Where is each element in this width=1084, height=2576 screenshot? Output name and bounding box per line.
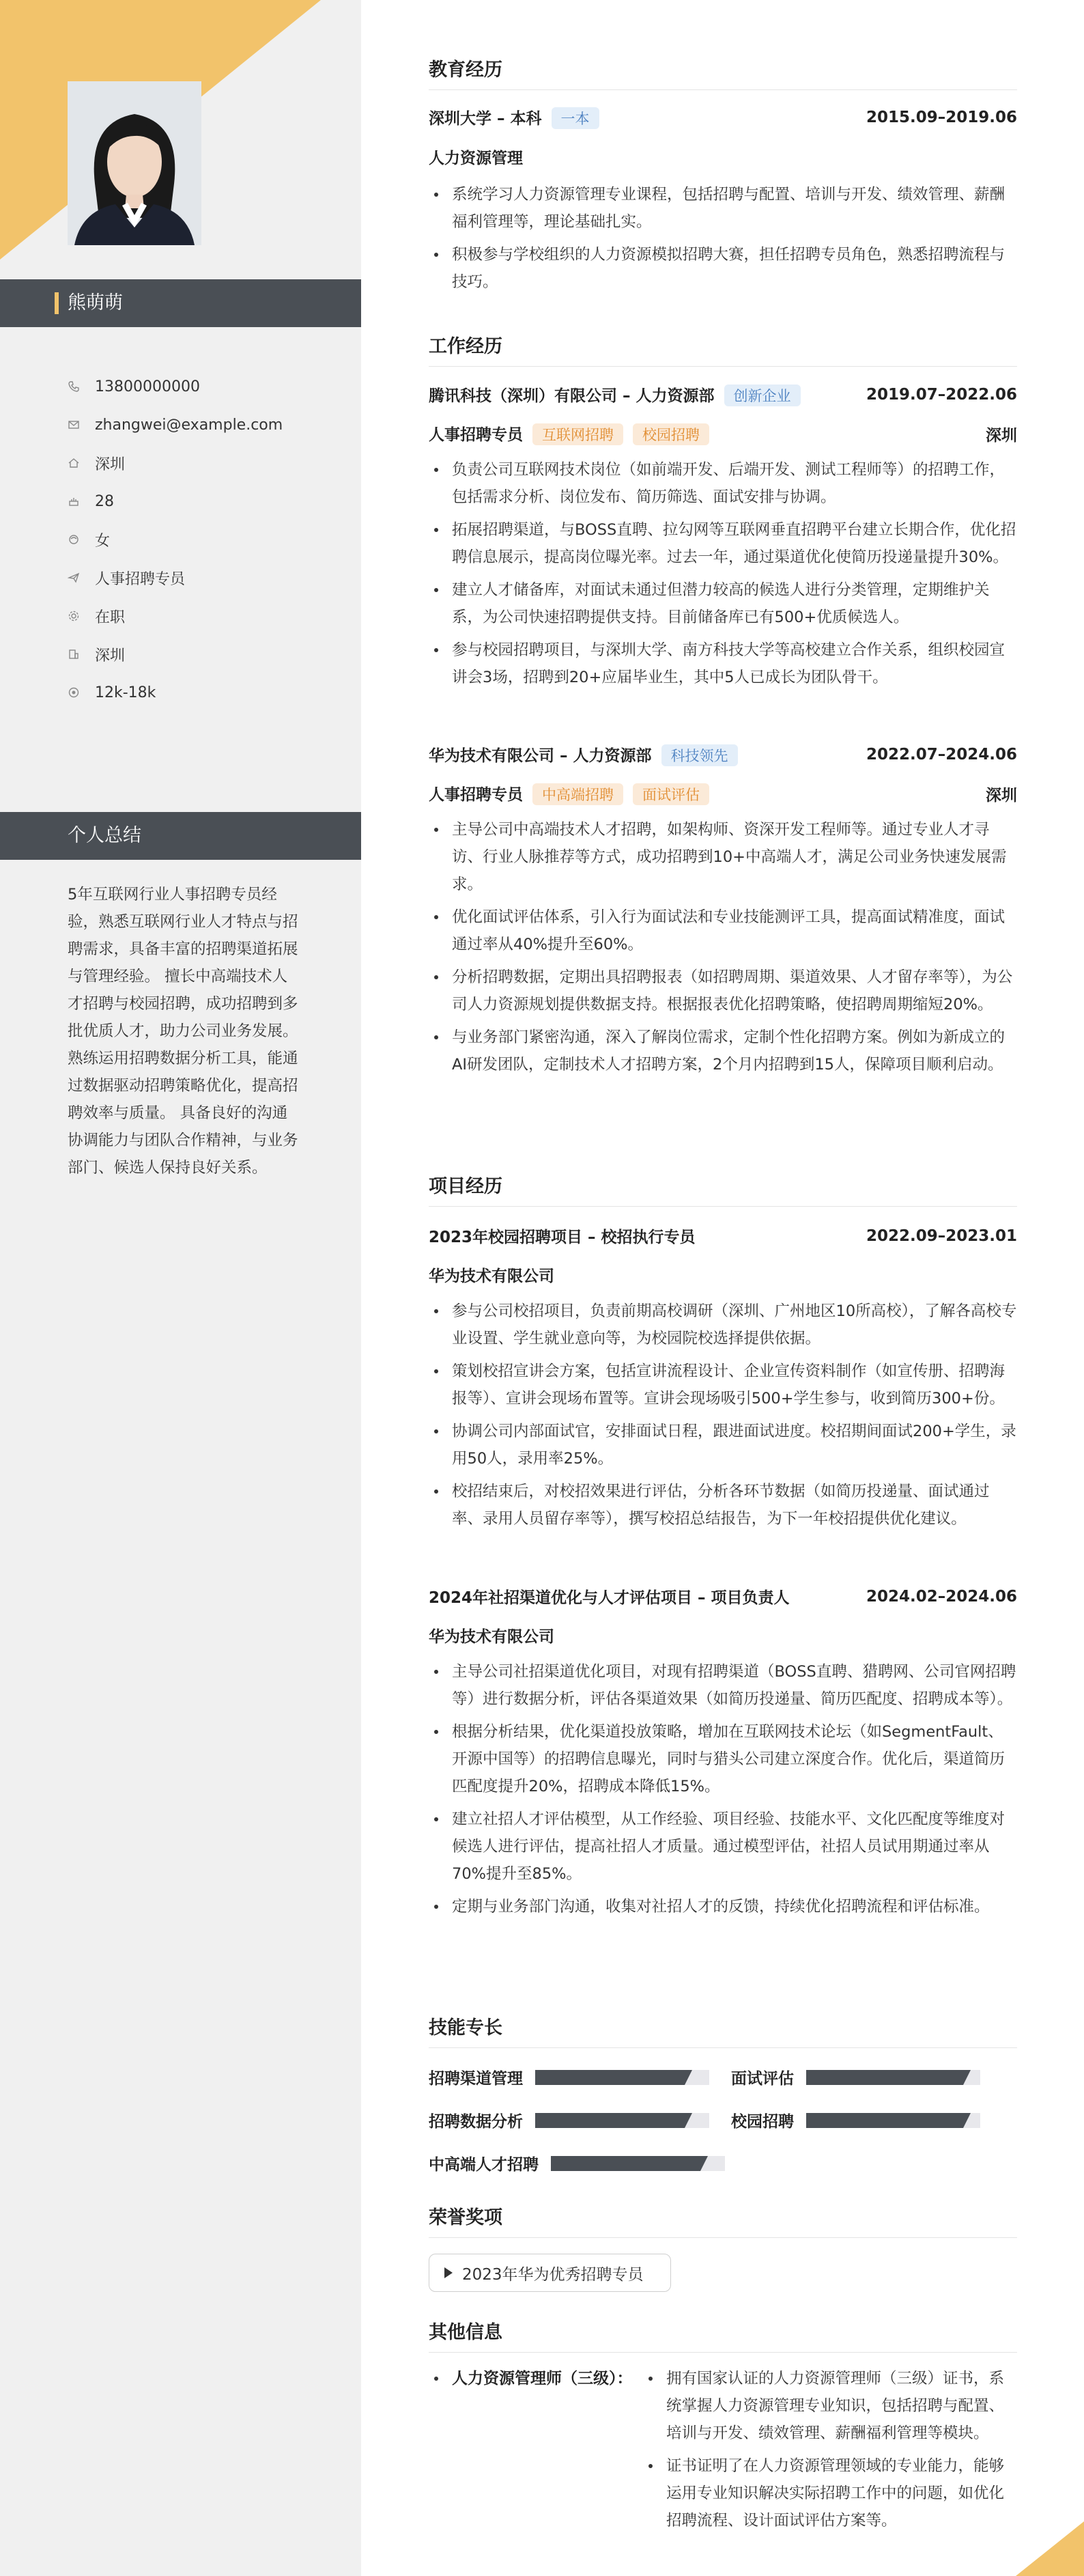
job-0-company-tag: 创新企业 xyxy=(724,384,801,406)
contact-position xyxy=(68,559,341,597)
phone-icon xyxy=(68,380,95,393)
job-1-company-wrap xyxy=(429,743,738,766)
projects-title: 项目经历 xyxy=(429,1171,1017,1207)
job-1-city: 深圳 xyxy=(986,786,1017,804)
job-1-header xyxy=(429,743,1017,766)
work-title: 工作经历 xyxy=(429,331,1017,367)
contact-status-value: 在职 xyxy=(95,608,126,626)
certificate-label: 人力资源管理师（三级）： xyxy=(429,2365,633,2392)
job-1-role: 人事招聘专员 xyxy=(429,786,523,804)
list-item: 主导公司中高端技术人才招聘，如架构师、资深开发工程师等。通过专业人才寻访、行业人脉推荐等方式，成功招聘到10+中高端人才，满足公司业务快速发展需求。 xyxy=(429,816,1017,898)
job-1-tag-0: 中高端招聘 xyxy=(532,783,623,805)
list-item: 负责公司互联网技术岗位（如前端开发、后端开发、测试工程师等）的招聘工作，包括需求分析、岗位发布、简历筛选、面试安排与协调。 xyxy=(429,456,1017,511)
list-item: 参与校园招聘项目，与深圳大学、南方科技大学等高校建立合作关系，组织校园宣讲会3场，招聘到20+应届毕业生，其中5人已成长为团队骨干。 xyxy=(429,636,1017,691)
job-1-date: 2022.07–2024.06 xyxy=(866,746,1017,764)
summary-text: 5年互联网行业人事招聘专员经验，熟悉互联网行业人才特点与招聘需求，具备丰富的招聘渠道拓展与管理经验。 擅长中高端技术人才招聘与校园招聘，成功招聘到多批优质人才，助力公司业务发展。 熟练运用招聘数据分析工具，能通过数据驱动招聘策略优化，提高招聘效率与质量。 具备良好的沟通协调能力与团队合作精神，与业务部门、候选人保持良好关系。 xyxy=(68,886,298,1177)
list-item: 根据分析结果，优化渠道投放策略，增加在互联网技术论坛（如SegmentFault、开源中国等）的招聘信息曝光，同时与猎头公司建立深度合作。优化后，渠道简历匹配度提升20%，招聘成本降低15%。 xyxy=(429,1718,1017,1800)
skill-label: 招聘数据分析 xyxy=(429,2113,523,2131)
sidebar xyxy=(0,0,361,2576)
contact-phone xyxy=(68,367,341,406)
salary-icon xyxy=(68,686,95,699)
contact-workcity-value: 深圳 xyxy=(95,647,126,664)
award-item[interactable] xyxy=(429,2254,671,2292)
education-major: 人力资源管理 xyxy=(429,150,523,167)
list-item: 分析招聘数据，定期出具招聘报表（如招聘周期、渠道效果、人才留存率等），为公司人力资源规划提供数据支持。根据报表优化招聘策略，使招聘周期缩短20%。 xyxy=(429,964,1017,1018)
skill-label: 中高端人才招聘 xyxy=(429,2156,539,2174)
job-1-tag-1: 面试评估 xyxy=(633,783,709,805)
list-item: 校招结束后，对校招效果进行评估，分析各环节数据（如简历投递量、面试通过率、录用人员留存率等），撰写校招总结报告，为下一年校招提供优化建议。 xyxy=(429,1478,1017,1532)
job-0-role-wrap xyxy=(429,422,709,445)
skill-label: 招聘渠道管理 xyxy=(429,2070,523,2088)
contact-status xyxy=(68,597,341,635)
job-1-company-tag: 科技领先 xyxy=(661,744,738,766)
skill-bar xyxy=(806,2070,980,2085)
contact-list xyxy=(68,367,341,712)
contact-city-value: 深圳 xyxy=(95,456,126,473)
contact-phone-value: 13800000000 xyxy=(95,378,200,395)
certificate-bullets xyxy=(643,2365,1017,2540)
skill-item xyxy=(731,2109,980,2131)
skill-bar xyxy=(806,2113,980,2128)
job-0-company: 腾讯科技（深圳）有限公司 – 人力资源部 xyxy=(429,387,715,405)
list-item: 建立社招人才评估模型，从工作经验、项目经验、技能水平、文化匹配度等维度对候选人进行评估，提高社招人才质量。通过模型评估，社招人员试用期通过率从70%提升至85%。 xyxy=(429,1806,1017,1888)
award-label: 2023年华为优秀招聘专员 xyxy=(462,2265,644,2284)
contact-age-value: 28 xyxy=(95,492,114,510)
education-major-row xyxy=(429,145,1017,168)
status-icon xyxy=(68,610,95,622)
contact-position-value: 人事招聘专员 xyxy=(95,570,186,588)
send-icon xyxy=(68,572,95,584)
other-title: 其他信息 xyxy=(429,2317,1017,2353)
project-1-bullets xyxy=(429,1658,1017,1926)
skill-bar xyxy=(535,2113,709,2128)
skill-bar-fill xyxy=(535,2070,685,2085)
job-0-tag-1: 校园招聘 xyxy=(633,423,709,445)
job-0-role: 人事招聘专员 xyxy=(429,426,523,444)
gender-icon xyxy=(68,533,95,546)
skill-bar xyxy=(535,2070,709,2085)
skill-bar-fill xyxy=(806,2070,963,2085)
job-0-tag-0: 互联网招聘 xyxy=(532,423,623,445)
skill-item xyxy=(429,2109,709,2131)
skill-bar-fill xyxy=(806,2113,963,2128)
project-0-org: 华为技术有限公司 xyxy=(429,1268,554,1285)
education-title: 教育经历 xyxy=(429,55,1017,90)
project-0-date: 2022.09–2023.01 xyxy=(866,1227,1017,1245)
project-0-bullets xyxy=(429,1298,1017,1538)
list-item: 建立人才储备库，对面试未通过但潜力较高的候选人进行分类管理，定期维护关系，为公司快速招聘提供支持。目前储备库已有500+优质候选人。 xyxy=(429,576,1017,631)
play-icon xyxy=(444,2267,453,2278)
awards-title: 荣誉奖项 xyxy=(429,2202,1017,2238)
contact-email-value: zhangwei@example.com xyxy=(95,416,283,434)
list-item: 主导公司社招渠道优化项目，对现有招聘渠道（BOSS直聘、猎聘网、公司官网招聘等）进行数据分析，评估各渠道效果（如简历投递量、简历匹配度、招聘成本等）。 xyxy=(429,1658,1017,1713)
skill-bar-fill xyxy=(551,2156,700,2171)
skill-item xyxy=(429,2152,725,2174)
list-item: 拥有国家认证的人力资源管理师（三级）证书，系统掌握人力资源管理专业知识，包括招聘与配置、培训与开发、绩效管理、薪酬福利管理等模块。 xyxy=(643,2365,1017,2447)
skill-item xyxy=(429,2066,709,2088)
education-bullets xyxy=(429,181,1017,301)
skill-label: 校园招聘 xyxy=(731,2113,794,2131)
list-item: 积极参与学校组织的人力资源模拟招聘大赛，担任招聘专员角色，熟悉招聘流程与技巧。 xyxy=(429,241,1017,296)
education-school: 深圳大学 – 本科 xyxy=(429,110,542,128)
contact-email xyxy=(68,406,341,444)
list-item: 协调公司内部面试官，安排面试日程，跟进面试进度。校招期间面试200+学生，录用50人，录用率25%。 xyxy=(429,1418,1017,1472)
contact-salary xyxy=(68,673,341,712)
list-item: 优化面试评估体系，引入行为面试法和专业技能测评工具，提高面试精准度，面试通过率从40%提升至60%。 xyxy=(429,904,1017,958)
education-date: 2015.09–2019.06 xyxy=(866,109,1017,126)
cake-icon xyxy=(68,495,95,507)
contact-workcity xyxy=(68,635,341,673)
skill-label: 面试评估 xyxy=(731,2070,794,2088)
job-0-city: 深圳 xyxy=(986,426,1017,445)
profile-name: 熊萌萌 xyxy=(0,279,361,327)
contact-gender xyxy=(68,520,341,559)
skill-item xyxy=(731,2066,980,2088)
education-header xyxy=(429,106,1017,129)
contact-age xyxy=(68,482,341,520)
skills-title: 技能专长 xyxy=(429,2013,1017,2048)
list-item: 系统学习人力资源管理专业课程，包括招聘与配置、培训与开发、绩效管理、薪酬福利管理等，理论基础扎实。 xyxy=(429,181,1017,236)
project-1-date: 2024.02–2024.06 xyxy=(866,1587,1017,1606)
education-tag: 一本 xyxy=(552,107,599,129)
decorative-corner-bottom xyxy=(1016,2521,1084,2576)
skill-bar xyxy=(551,2156,725,2171)
list-item: 证书证明了在人力资源管理领域的专业能力，能够运用专业知识解决实际招聘工作中的问题，如优化招聘流程、设计面试评估方案等。 xyxy=(643,2452,1017,2534)
list-item: 定期与业务部门沟通，收集对社招人才的反馈，持续优化招聘流程和评估标准。 xyxy=(429,1893,1017,1920)
job-0-date: 2019.07–2022.06 xyxy=(866,386,1017,404)
summary-title: 个人总结 xyxy=(0,812,361,860)
contact-salary-value: 12k-18k xyxy=(95,684,156,701)
education-school-wrap xyxy=(429,106,599,129)
job-1-role-wrap xyxy=(429,782,709,805)
avatar xyxy=(68,81,201,245)
job-0-header xyxy=(429,383,1017,406)
skill-bar-fill xyxy=(535,2113,685,2128)
job-1-bullets xyxy=(429,816,1017,1084)
project-1-org-row xyxy=(429,1624,1017,1647)
list-item: 拓展招聘渠道，与BOSS直聘、拉勾网等互联网垂直招聘平台建立长期合作，优化招聘信息展示，提高岗位曝光率。过去一年，通过渠道优化使简历投递量提升30%。 xyxy=(429,516,1017,571)
project-0-name: 2023年校园招聘项目 – 校招执行专员 xyxy=(429,1229,696,1246)
job-1-role-row xyxy=(429,782,1017,805)
job-0-company-wrap xyxy=(429,383,801,406)
project-1-name: 2024年社招渠道优化与人才评估项目 – 项目负责人 xyxy=(429,1589,790,1607)
building-icon xyxy=(68,648,95,660)
project-0-org-row xyxy=(429,1263,1017,1286)
job-0-role-row xyxy=(429,422,1017,445)
project-1-header xyxy=(429,1585,1017,1608)
mail-icon xyxy=(68,419,95,431)
home-icon xyxy=(68,457,95,469)
contact-gender-value: 女 xyxy=(95,532,111,550)
list-item: 策划校招宣讲会方案，包括宣讲流程设计、企业宣传资料制作（如宣传册、招聘海报等）、宣讲会现场布置等。宣讲会现场吸引500+学生参与，收到简历300+份。 xyxy=(429,1358,1017,1412)
project-0-header xyxy=(429,1224,1017,1247)
list-item: 参与公司校招项目，负责前期高校调研（深圳、广州地区10所高校），了解各高校专业设置、学生就业意向等，为校园院校选择提供依据。 xyxy=(429,1298,1017,1352)
job-1-company: 华为技术有限公司 – 人力资源部 xyxy=(429,747,652,765)
job-0-bullets xyxy=(429,456,1017,697)
project-1-org: 华为技术有限公司 xyxy=(429,1628,554,1646)
list-item: 与业务部门紧密沟通，深入了解岗位需求，定制个性化招聘方案。例如为新成立的AI研发团队，定制技术人才招聘方案，2个月内招聘到15人，保障项目顺利启动。 xyxy=(429,1024,1017,1078)
contact-city xyxy=(68,444,341,482)
